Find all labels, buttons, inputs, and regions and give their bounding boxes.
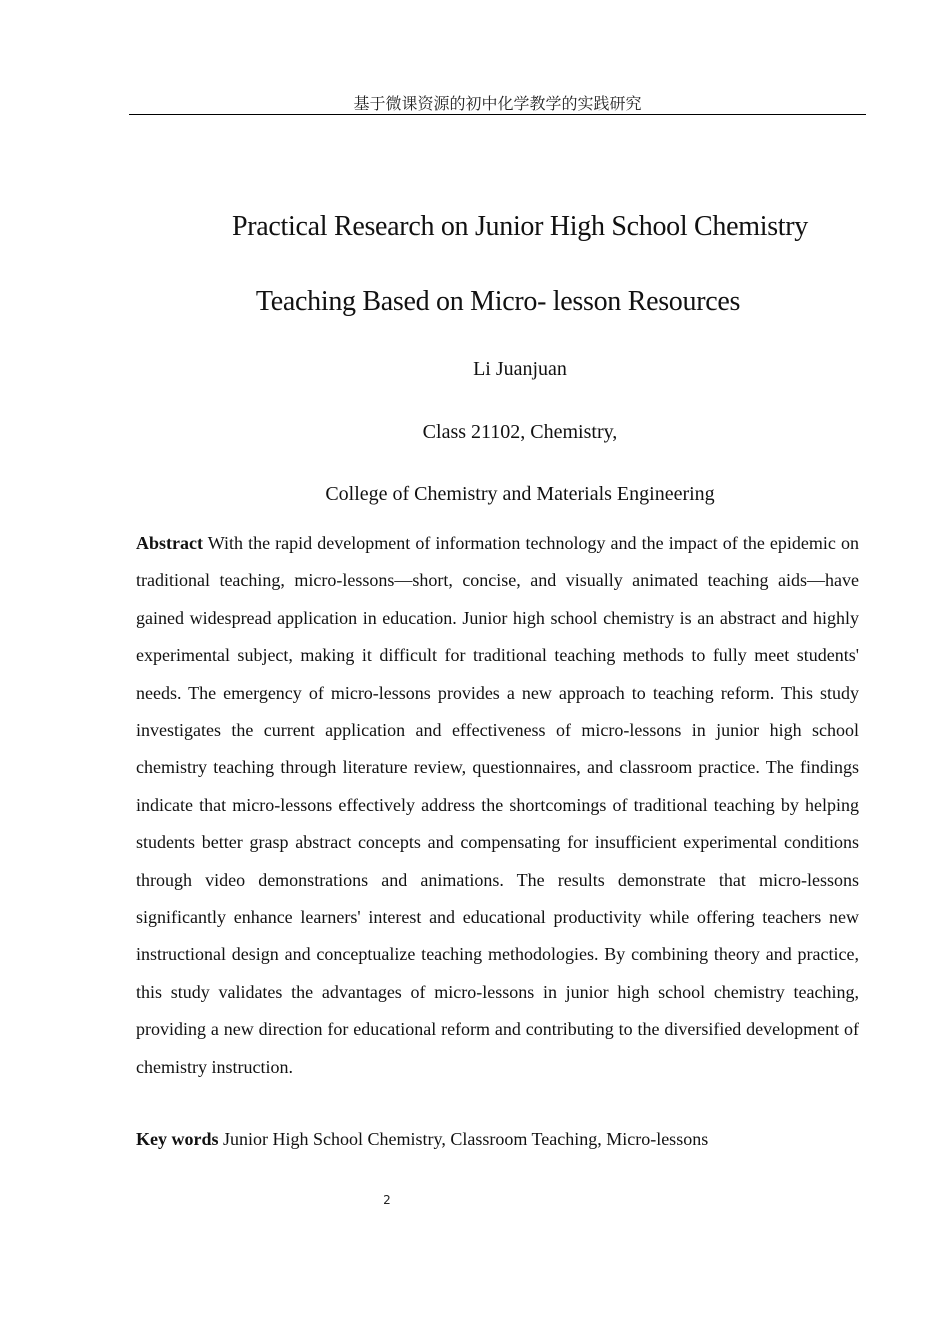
affiliation-line-2: College of Chemistry and Materials Engineering: [325, 483, 715, 505]
paper-title-line-2: Teaching Based on Micro- lesson Resources: [255, 286, 741, 317]
author-name: Li Juanjuan: [473, 358, 567, 380]
affiliation-line-1: Class 21102, Chemistry,: [422, 421, 618, 443]
page-number: 2: [383, 1193, 391, 1207]
keywords-paragraph: [136, 1126, 859, 1152]
paper-title-line-1: Practical Research on Junior High School Chemistry: [232, 211, 808, 242]
keywords-text: Junior High School Chemistry, Classroom Teaching, Micro-lessons: [223, 1129, 709, 1149]
keywords-label: Key words: [136, 1129, 219, 1149]
abstract-text: With the rapid development of information technology and the impact of the epidemic on traditional teaching, micro-lessons—short, concise, and visually animated teaching aids—have gained widespread application in education. Junior high school chemistry is an abstract and highly experimental subject, making it difficult for traditional teaching methods to fully meet students' needs. The emergency of micro-lessons provides a new approach to teaching reform. This study investigates the current application and effectiveness of micro-lessons in junior high school chemistry teaching through literature review, questionnaires, and classroom practice. The findings indicate that micro-lessons effectively address the shortcomings of traditional teaching by helping students better grasp abstract concepts and compensating for insufficient experimental conditions through video demonstrations and animations. The results demonstrate that micro-lessons significantly enhance learners' interest and educational productivity while offering teachers new instructional design and conceptualize teaching methodologies. By combining theory and practice, this study validates the advantages of micro-lessons in junior high school chemistry teaching, providing a new direction for educational reform and contributing to the diversified development of chemistry instruction.: [136, 533, 859, 1077]
abstract-label: Abstract: [136, 533, 203, 553]
abstract-paragraph: [136, 525, 859, 1086]
running-header: 基于微课资源的初中化学教学的实践研究: [129, 93, 866, 115]
